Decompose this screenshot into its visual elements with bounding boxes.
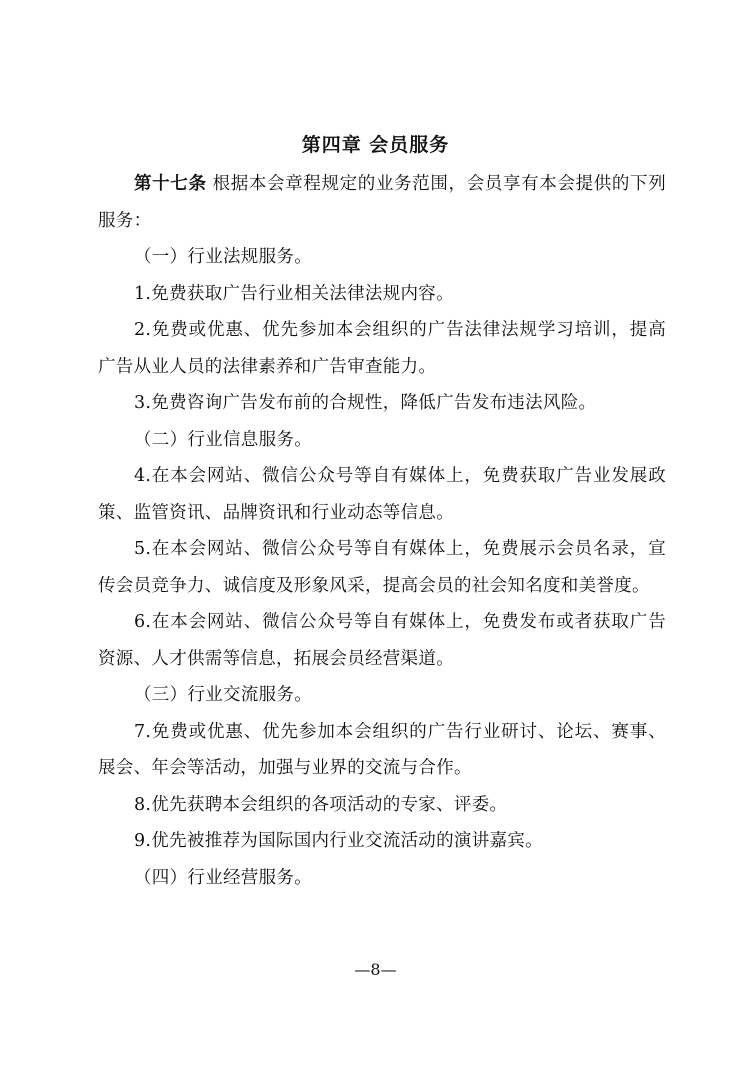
list-item-6: 6.在本会网站、微信公众号等自有媒体上，免费发布或者获取广告资源、人才供需等信息，拓展会员经营渠道。 <box>98 612 666 669</box>
chapter-title: 第四章 会员服务 <box>301 134 450 156</box>
page-number: —8— <box>354 960 397 979</box>
article-paragraph <box>98 166 666 239</box>
list-item-9: 9.优先被推荐为国际国内行业交流活动的演讲嘉宾。 <box>134 831 543 851</box>
article-number: 第十七条 <box>134 174 207 194</box>
document-body <box>98 166 666 896</box>
list-item-2: 2.免费或优惠、优先参加本会组织的广告法律法规学习培训，提高广告从业人员的法律素养和广告审查能力。 <box>98 320 666 377</box>
list-item-7: 7.免费或优惠、优先参加本会组织的广告行业研讨、论坛、赛事、展会、年会等活动，加强与业界的交流与合作。 <box>98 721 666 778</box>
section-heading-1: （一）行业法规服务。 <box>134 247 312 267</box>
section-heading-4: （四）行业经营服务。 <box>134 867 312 888</box>
section-heading-2: （二）行业信息服务。 <box>134 429 312 450</box>
list-item-8: 8.优先获聘本会组织的各项活动的专家、评委。 <box>134 794 508 815</box>
article-intro: 根据本会章程规定的业务范围，会员享有本会提供的下列服务： <box>98 174 667 231</box>
list-item-4: 4.在本会网站、微信公众号等自有媒体上，免费获取广告业发展政策、监管资讯、品牌资讯和行业动态等信息。 <box>98 466 666 523</box>
list-item-3: 3.免费咨询广告发布前的合规性，降低广告发布违法风险。 <box>134 393 597 413</box>
list-item-1: 1.免费获取广告行业相关法律法规内容。 <box>134 283 454 304</box>
section-heading-3: （三）行业交流服务。 <box>134 685 312 705</box>
list-item-5: 5.在本会网站、微信公众号等自有媒体上，免费展示会员名录，宣传会员竞争力、诚信度及形象风采，提高会员的社会知名度和美誉度。 <box>98 539 666 596</box>
